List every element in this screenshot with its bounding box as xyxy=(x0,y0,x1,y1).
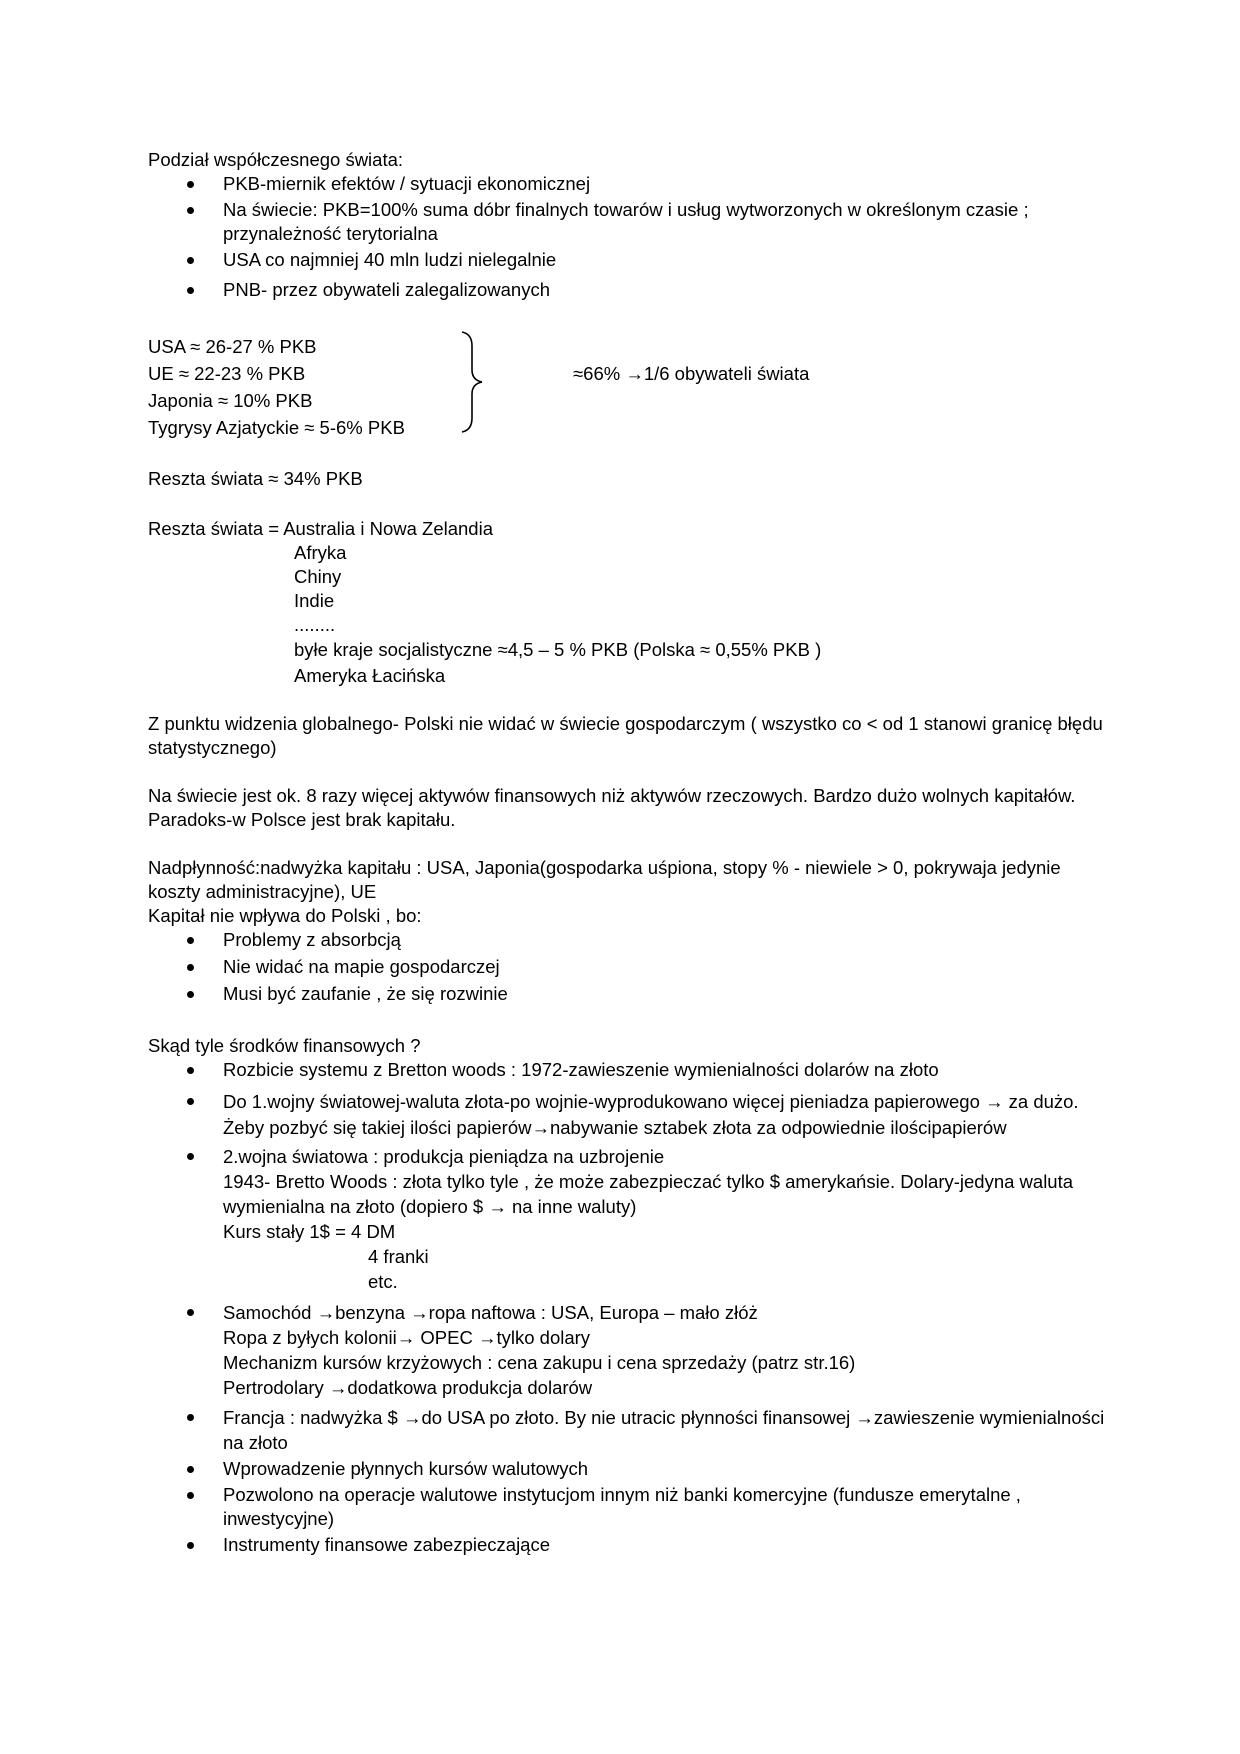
rest-world-item: Ameryka Łacińska xyxy=(294,665,446,686)
list-item: Wprowadzenie płynnych kursów walutowych xyxy=(148,1457,1108,1481)
paragraph-assets: Na świecie jest ok. 8 razy więcej aktywów finansowych niż aktywów rzeczowych. Bardzo dużo wolnych kapitałów. Paradoks-w Polsce jest brak kapitału. xyxy=(148,785,1076,830)
rest-world-item: Afryka xyxy=(294,542,347,563)
rest-world-item: Indie xyxy=(294,590,335,611)
bullet-line: 4 franki xyxy=(368,1246,429,1267)
list-item: Rozbicie systemu z Bretton woods : 1972-zawieszenie wymienialności dolarów na złoto xyxy=(148,1058,1108,1082)
rest-world-share: Reszta świata ≈ 34% PKB xyxy=(148,468,363,489)
rest-world-item: Chiny xyxy=(294,566,342,587)
rest-world-intro: Reszta świata = Australia i Nowa Zelandia xyxy=(148,518,493,539)
list-item: Problemy z absorbcją xyxy=(148,928,1108,952)
bullet-title: 2.wojna światowa : produkcja pieniądza na uzbrojenie xyxy=(223,1146,665,1167)
bullet-list-3 xyxy=(148,1058,1108,1557)
gdp-row-ue: UE ≈ 22-23 % PKB xyxy=(148,363,306,384)
bullet-line: 1943- Bretto Woods : złota tylko tyle , że może zabezpieczać tylko $ amerykańsie. Dolary-jedyna waluta wymienialna na złoto (dopiero $ → na inne waluty) xyxy=(223,1171,1074,1217)
list-item xyxy=(148,1300,1108,1400)
rest-world-item: ........ xyxy=(294,614,336,635)
rest-world-item: byłe kraje socjalistyczne ≈4,5 – 5 % PKB (Polska ≈ 0,55% PKB ) xyxy=(294,639,822,660)
list-item: Instrumenty finansowe zabezpieczające xyxy=(148,1533,1108,1557)
bullet-title: Samochód →benzyna →ropa naftowa : USA, Europa – mało złóż xyxy=(223,1302,758,1323)
list-item: PNB- przez obywateli zalegalizowanych xyxy=(148,278,1108,302)
bullet-line: Pertrodolary →dodatkowa produkcja dolarów xyxy=(223,1377,593,1398)
list-item xyxy=(148,1144,1108,1294)
list-item: Francja : nadwyżka $ →do USA po złoto. By nie utracic płynności finansowej →zawieszenie wymienialności na złoto xyxy=(148,1405,1108,1455)
bullet-line: Mechanizm kursów krzyżowych : cena zakupu i cena sprzedaży (patrz str.16) xyxy=(223,1352,856,1373)
list-item: PKB-miernik efektów / sytuacji ekonomicznej xyxy=(148,172,1108,196)
list-item: Nie widać na mapie gospodarczej xyxy=(148,955,1108,979)
bullet-line: Ropa z byłych kolonii→ OPEC →tylko dolary xyxy=(223,1327,591,1348)
list-item: Na świecie: PKB=100% suma dóbr finalnych towarów i usług wytworzonych w określonym czasie ; przynależność terytorialna xyxy=(148,198,1108,246)
bullet-list-1 xyxy=(148,172,1108,302)
list-item: Do 1.wojny światowej-waluta złota-po wojnie-wyprodukowano więcej pieniadza papierowego → za dużo. Żeby pozbyć się takiej ilości papierów→nabywanie sztabek złota za odpowiednie ilościpapierów xyxy=(148,1089,1108,1141)
bullet-line: Kurs stały 1$ = 4 DM xyxy=(223,1221,396,1242)
list-item: Pozwolono na operacje walutowe instytucjom innym niż banki komercyjne (fundusze emerytalne , inwestycyjne) xyxy=(148,1483,1108,1531)
question-heading: Skąd tyle środków finansowych ? xyxy=(148,1035,421,1056)
gdp-row-usa: USA ≈ 26-27 % PKB xyxy=(148,336,317,357)
gdp-row-japan: Japonia ≈ 10% PKB xyxy=(148,390,313,411)
curly-brace-icon xyxy=(458,330,488,434)
paragraph-overliquidity: Nadpłynność:nadwyżka kapitału : USA, Japonia(gospodarka uśpiona, stopy % - niewiele > 0, pokrywaja jedynie koszty administracyjne), UE xyxy=(148,857,1061,902)
paragraph-capital-poland: Kapitał nie wpływa do Polski , bo: xyxy=(148,905,422,926)
gdp-row-tigers: Tygrysy Azjatyckie ≈ 5-6% PKB xyxy=(148,417,405,438)
brace-note: ≈66% →1/6 obywateli świata xyxy=(573,363,810,384)
paragraph-global-view: Z punktu widzenia globalnego- Polski nie widać w świecie gospodarczym ( wszystko co < od 1 stanowi granicę błędu statystycznego) xyxy=(148,713,1103,758)
heading: Podział współczesnego świata: xyxy=(148,149,404,170)
bullet-list-2 xyxy=(148,928,1108,1006)
list-item: USA co najmniej 40 mln ludzi nielegalnie xyxy=(148,248,1108,272)
list-item: Musi być zaufanie , że się rozwinie xyxy=(148,982,1108,1006)
bullet-line: etc. xyxy=(368,1271,398,1292)
